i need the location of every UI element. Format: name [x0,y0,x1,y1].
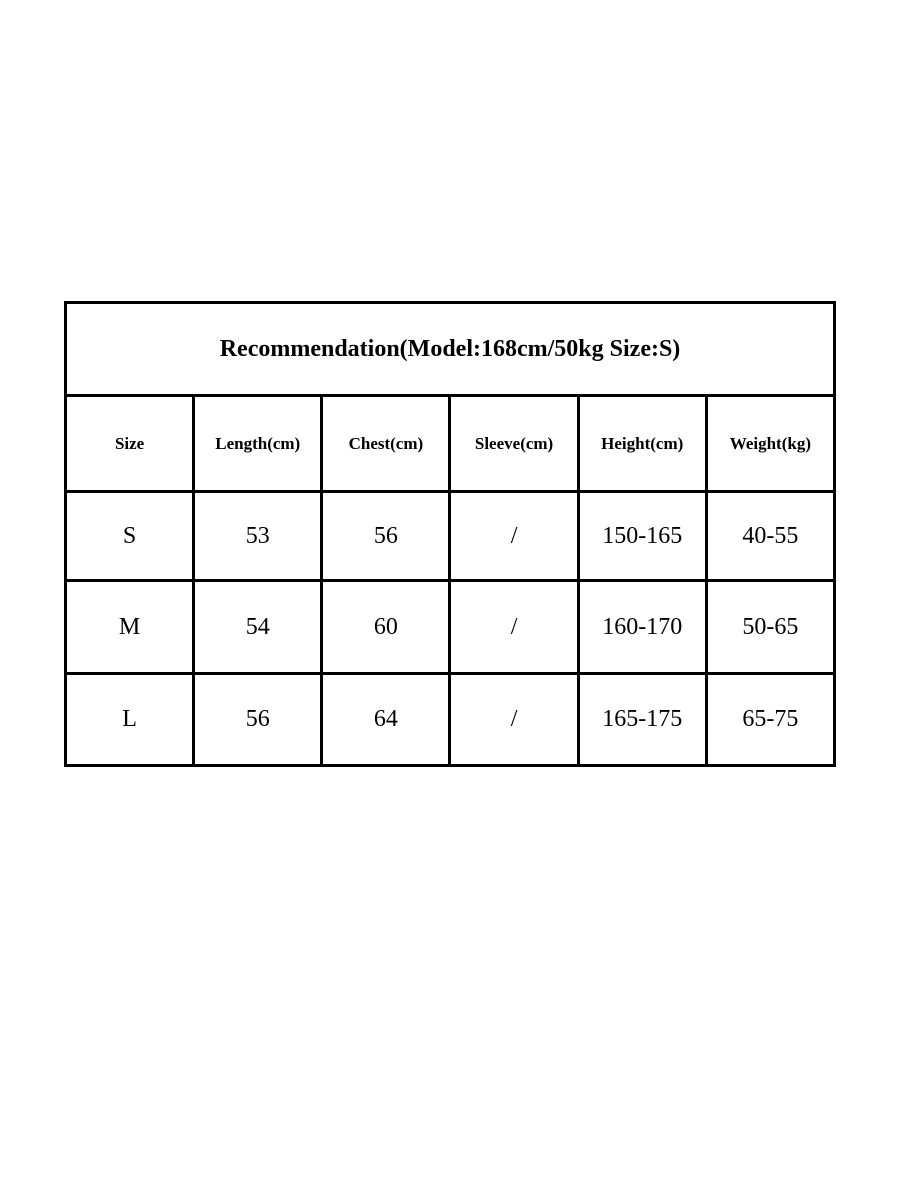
cell-chest: 56 [322,492,450,581]
cell-size: M [66,581,194,674]
cell-size: S [66,492,194,581]
cell-size: L [66,674,194,766]
cell-height: 160-170 [578,581,706,674]
cell-sleeve: / [450,581,578,674]
cell-chest: 60 [322,581,450,674]
cell-chest: 64 [322,674,450,766]
header-weight: Weight(kg) [706,396,834,492]
cell-sleeve: / [450,674,578,766]
table-row [66,581,835,674]
header-sleeve: Sleeve(cm) [450,396,578,492]
size-chart-table [64,301,836,767]
table-title: Recommendation(Model:168cm/50kg Size:S) [66,303,835,396]
header-height: Height(cm) [578,396,706,492]
cell-height: 165-175 [578,674,706,766]
cell-length: 54 [194,581,322,674]
table-title-row [66,303,835,396]
cell-length: 56 [194,674,322,766]
cell-sleeve: / [450,492,578,581]
header-chest: Chest(cm) [322,396,450,492]
table-row [66,492,835,581]
cell-length: 53 [194,492,322,581]
cell-height: 150-165 [578,492,706,581]
table-header-row [66,396,835,492]
cell-weight: 40-55 [706,492,834,581]
table-row [66,674,835,766]
header-size: Size [66,396,194,492]
cell-weight: 50-65 [706,581,834,674]
cell-weight: 65-75 [706,674,834,766]
header-length: Length(cm) [194,396,322,492]
